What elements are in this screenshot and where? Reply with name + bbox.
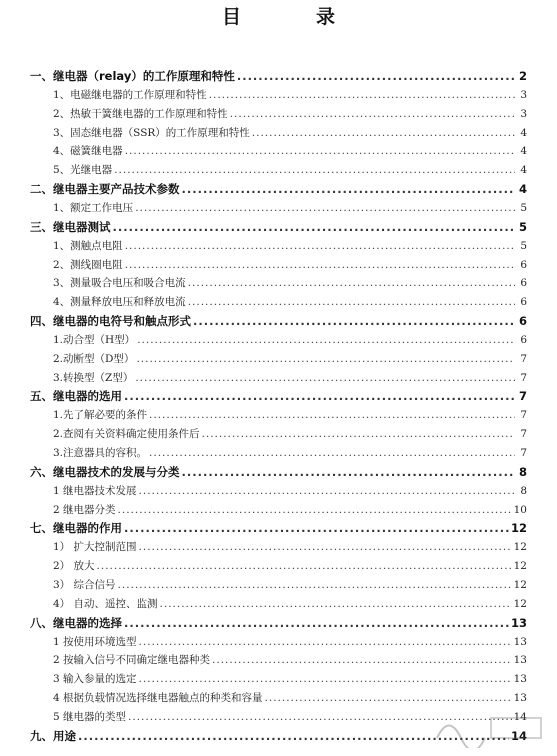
toc-page-number: 4 [518,182,527,197]
toc-leader-dots [139,636,512,648]
toc-leader-dots [202,428,515,440]
toc-entry-text: 1、电磁继电器的工作原理和特性 [53,88,207,101]
toc-page-number: 4 [520,126,527,139]
toc-leader-dots [137,334,515,346]
toc-entry-text: 二、继电器主要产品技术参数 [30,182,180,197]
toc-entry-text: 八、继电器的选择 [30,615,122,630]
toc-subsection-entry[interactable] [53,690,527,705]
toc-leader-dots [118,579,512,591]
toc-entry-text: 1 继电器技术发展 [53,484,137,497]
toc-entry-text: 九、用途 [30,728,76,743]
toc-page-number: 13 [513,692,527,705]
toc-subsection-entry[interactable] [53,143,527,158]
toc-entry-text: 六、继电器技术的发展与分类 [30,464,180,479]
toc-page-number: 13 [513,635,527,648]
toc-leader-dots [139,673,512,685]
toc-subsection-entry[interactable] [53,87,527,102]
toc-entry-text: 3） 综合信号 [53,578,116,591]
toc-entry-text: 2 继电器分类 [53,503,116,516]
toc-page-number: 12 [513,541,527,554]
toc-leader-dots [188,296,515,308]
toc-entry-text: 2、热敏干簧继电器的工作原理和特性 [53,107,228,120]
toc-subsection-entry[interactable] [53,445,527,460]
toc-page-number: 6 [520,296,527,309]
toc-subsection-entry[interactable] [53,558,527,573]
toc-entry-text: 四、继电器的电符号和触点形式 [30,314,191,329]
toc-page-number: 7 [520,352,527,365]
toc-page-number: 13 [513,654,527,667]
toc-entry-text: 1.先了解必要的条件 [53,409,148,422]
toc-subsection-entry[interactable] [53,162,527,177]
toc-leader-dots [124,389,515,403]
toc-subsection-entry[interactable] [53,634,527,649]
toc-entry-text: 一、继电器（relay）的工作原理和特性 [30,69,235,83]
toc-leader-dots [125,145,515,157]
toc-leader-dots [113,220,516,234]
toc-section-entry[interactable] [30,520,527,536]
toc-leader-dots [193,314,515,328]
toc-page-number: 5 [520,239,527,252]
toc-subsection-entry[interactable] [53,351,527,366]
toc-page-number: 7 [518,389,527,404]
toc-page-number: 12 [513,560,527,573]
toc-page-number: 7 [520,428,527,441]
toc-leader-dots [114,164,515,176]
toc-page-number: 13 [513,673,527,686]
toc-subsection-entry[interactable] [53,483,527,498]
toc-section-entry[interactable] [30,181,527,197]
toc-subsection-entry[interactable] [53,426,527,441]
toc-entry-text: 1、测触点电阻 [53,239,123,252]
toc-leader-dots [237,69,515,83]
toc-page-number: 7 [520,371,527,384]
toc-entry-text: 2） 放大 [53,560,95,573]
toc-entry-text: 2 按输入信号不同确定继电器种类 [53,654,211,667]
toc-leader-dots [125,259,515,271]
toc-entry-text: 2、测线圈电阻 [53,258,123,271]
toc-entry-text: 2.动断型（D型） [53,352,135,365]
toc-section-entry[interactable] [30,219,527,235]
toc-entry-text: 2.查阅有关资料确定使用条件后 [53,428,200,441]
toc-subsection-entry[interactable] [53,539,527,554]
toc-entry-text: 3.转换型（Z型） [53,371,134,384]
toc-entry-text: 1.动合型（H型） [53,333,136,346]
toc-section-entry[interactable] [30,464,527,480]
toc-subsection-entry[interactable] [53,502,527,517]
toc-page-number: 6 [520,277,527,290]
toc-page-number: 7 [520,447,527,459]
toc-subsection-entry[interactable] [53,652,527,667]
toc-leader-dots [149,447,515,459]
toc-subsection-entry[interactable] [53,332,527,347]
toc-leader-dots [149,409,515,421]
toc-entry-text: 五、继电器的选用 [30,389,122,404]
toc-leader-dots [212,654,512,666]
toc-page-number: 4 [520,164,527,177]
toc-leader-dots [160,598,512,610]
toc-page-number: 3 [520,88,527,101]
toc-entry-text: 4、测量释放电压和释放电流 [53,296,186,309]
toc-page-number: 12 [513,597,527,610]
toc-page-number: 13 [510,615,527,630]
toc-entry-text: 4、磁簧继电器 [53,145,123,158]
toc-leader-dots [97,560,512,572]
toc-section-entry[interactable] [30,313,527,329]
toc-page-number: 6 [520,333,527,346]
toc-subsection-entry[interactable] [53,370,527,385]
toc-page-number: 2 [518,69,527,83]
toc-leader-dots [125,240,515,252]
toc-page-number: 8 [518,464,527,479]
toc-entry-text: 4 根据负载情况选择继电器触点的种类和容量 [53,692,263,705]
toc-leader-dots [182,465,516,479]
toc-entry-text: 1、额定工作电压 [53,201,134,214]
watermark-logo-icon [429,708,549,748]
toc-entry-text: 4） 自动、遥控、监测 [53,597,158,610]
toc-page-number: 14 [513,710,527,723]
toc-subsection-entry[interactable] [53,275,527,290]
toc-subsection-entry[interactable] [53,200,527,215]
toc-subsection-entry[interactable] [53,671,527,686]
toc-page-number: 7 [520,409,527,422]
toc-page-number: 3 [520,107,527,120]
toc-page-number: 12 [513,578,527,591]
toc-entry-text: 1 按使用环境选型 [53,635,137,648]
toc-section-entry[interactable] [30,615,527,631]
toc-section-entry[interactable] [30,68,527,84]
toc-entry-text: 3、固态继电器（SSR）的工作原理和特性 [53,126,250,139]
toc-entry-text: 5、光继电器 [53,164,113,177]
toc-subsection-entry[interactable] [53,596,527,611]
toc-leader-dots [209,89,515,101]
toc-leader-dots [252,127,515,139]
toc-title: 目 录 [221,6,363,28]
toc-entry-text: 三、继电器测试 [30,219,111,234]
toc-entry-text: 3.注意器具的容积。 [53,447,148,459]
toc-page-number: 6 [518,314,527,329]
toc-leader-dots [118,504,512,516]
toc-page-number: 5 [518,219,527,234]
toc-entry-text: 5 继电器的类型 [53,710,127,723]
toc-leader-dots [182,182,516,196]
toc-leader-dots [124,521,509,535]
toc-subsection-entry[interactable] [53,238,527,253]
toc-leader-dots [139,541,512,553]
toc-subsection-entry[interactable] [53,106,527,121]
toc-entry-text: 七、继电器的作用 [30,521,122,536]
toc-page-number: 6 [520,258,527,271]
toc-leader-dots [124,616,509,630]
toc-leader-dots [136,353,515,365]
toc-leader-dots [135,372,515,384]
toc-page-number: 14 [510,728,527,743]
toc-subsection-entry[interactable] [53,257,527,272]
toc-entry-text: 3、测量吸合电压和吸合电流 [53,277,186,290]
toc-page-number: 12 [510,521,527,536]
toc-entry-text: 1） 扩大控制范围 [53,541,137,554]
toc-page-number: 10 [513,503,527,516]
toc-leader-dots [265,692,512,704]
toc-leader-dots [188,277,515,289]
toc-entry-text: 3 输入参量的选定 [53,673,137,686]
toc-page-number: 4 [520,145,527,158]
toc-subsection-entry[interactable] [53,577,527,592]
toc-page-number: 5 [520,201,527,214]
toc-leader-dots [135,202,515,214]
toc-leader-dots [230,108,515,120]
toc-subsection-entry[interactable] [53,294,527,309]
toc-page-number: 8 [520,484,527,497]
toc-section-entry[interactable] [30,388,527,404]
toc-subsection-entry[interactable] [53,407,527,422]
toc-leader-dots [139,485,515,497]
toc-subsection-entry[interactable] [53,125,527,140]
